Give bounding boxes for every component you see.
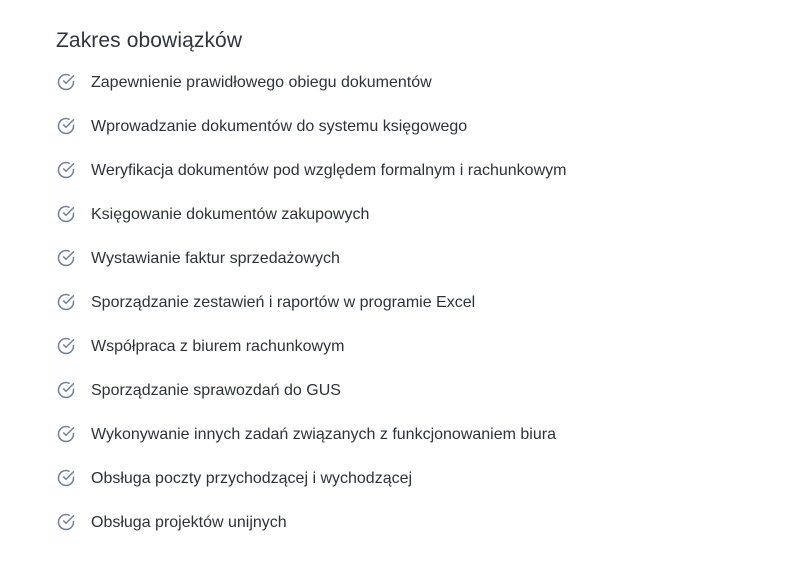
- list-item-text: Wprowadzanie dokumentów do systemu księgowego: [91, 118, 468, 135]
- list-item: [56, 380, 776, 424]
- responsibilities-section: [56, 26, 776, 556]
- check-circle-icon: [56, 116, 76, 136]
- check-circle-icon: [56, 424, 76, 444]
- list-item: [56, 160, 776, 204]
- list-item-text: Sporządzanie sprawozdań do GUS: [91, 382, 341, 399]
- list-item: [56, 292, 776, 336]
- list-item-text: Wykonywanie innych zadań związanych z funkcjonowaniem biura: [91, 426, 556, 443]
- list-item-text: Sporządzanie zestawień i raportów w programie Excel: [91, 294, 476, 311]
- list-item-text: Wystawianie faktur sprzedażowych: [91, 250, 340, 267]
- list-item: [56, 116, 776, 160]
- check-circle-icon: [56, 336, 76, 356]
- list-item: [56, 204, 776, 248]
- list-item: [56, 424, 776, 468]
- responsibilities-list: [56, 72, 776, 556]
- list-item-text: Współpraca z biurem rachunkowym: [91, 338, 345, 355]
- list-item-text: Obsługa projektów unijnych: [91, 514, 287, 531]
- list-item-text: Zapewnienie prawidłowego obiegu dokumentów: [91, 74, 432, 91]
- list-item-text: Weryfikacja dokumentów pod względem formalnym i rachunkowym: [91, 162, 567, 179]
- check-circle-icon: [56, 512, 76, 532]
- list-item: [56, 248, 776, 292]
- list-item: [56, 336, 776, 380]
- list-item: [56, 72, 776, 116]
- list-item: [56, 512, 776, 556]
- list-item-text: Obsługa poczty przychodzącej i wychodzącej: [91, 470, 413, 487]
- section-title: Zakres obowiązków: [56, 29, 243, 52]
- check-circle-icon: [56, 248, 76, 268]
- list-item-text: Księgowanie dokumentów zakupowych: [91, 206, 370, 223]
- check-circle-icon: [56, 204, 76, 224]
- check-circle-icon: [56, 380, 76, 400]
- check-circle-icon: [56, 72, 76, 92]
- list-item: [56, 468, 776, 512]
- check-circle-icon: [56, 160, 76, 180]
- check-circle-icon: [56, 292, 76, 312]
- check-circle-icon: [56, 468, 76, 488]
